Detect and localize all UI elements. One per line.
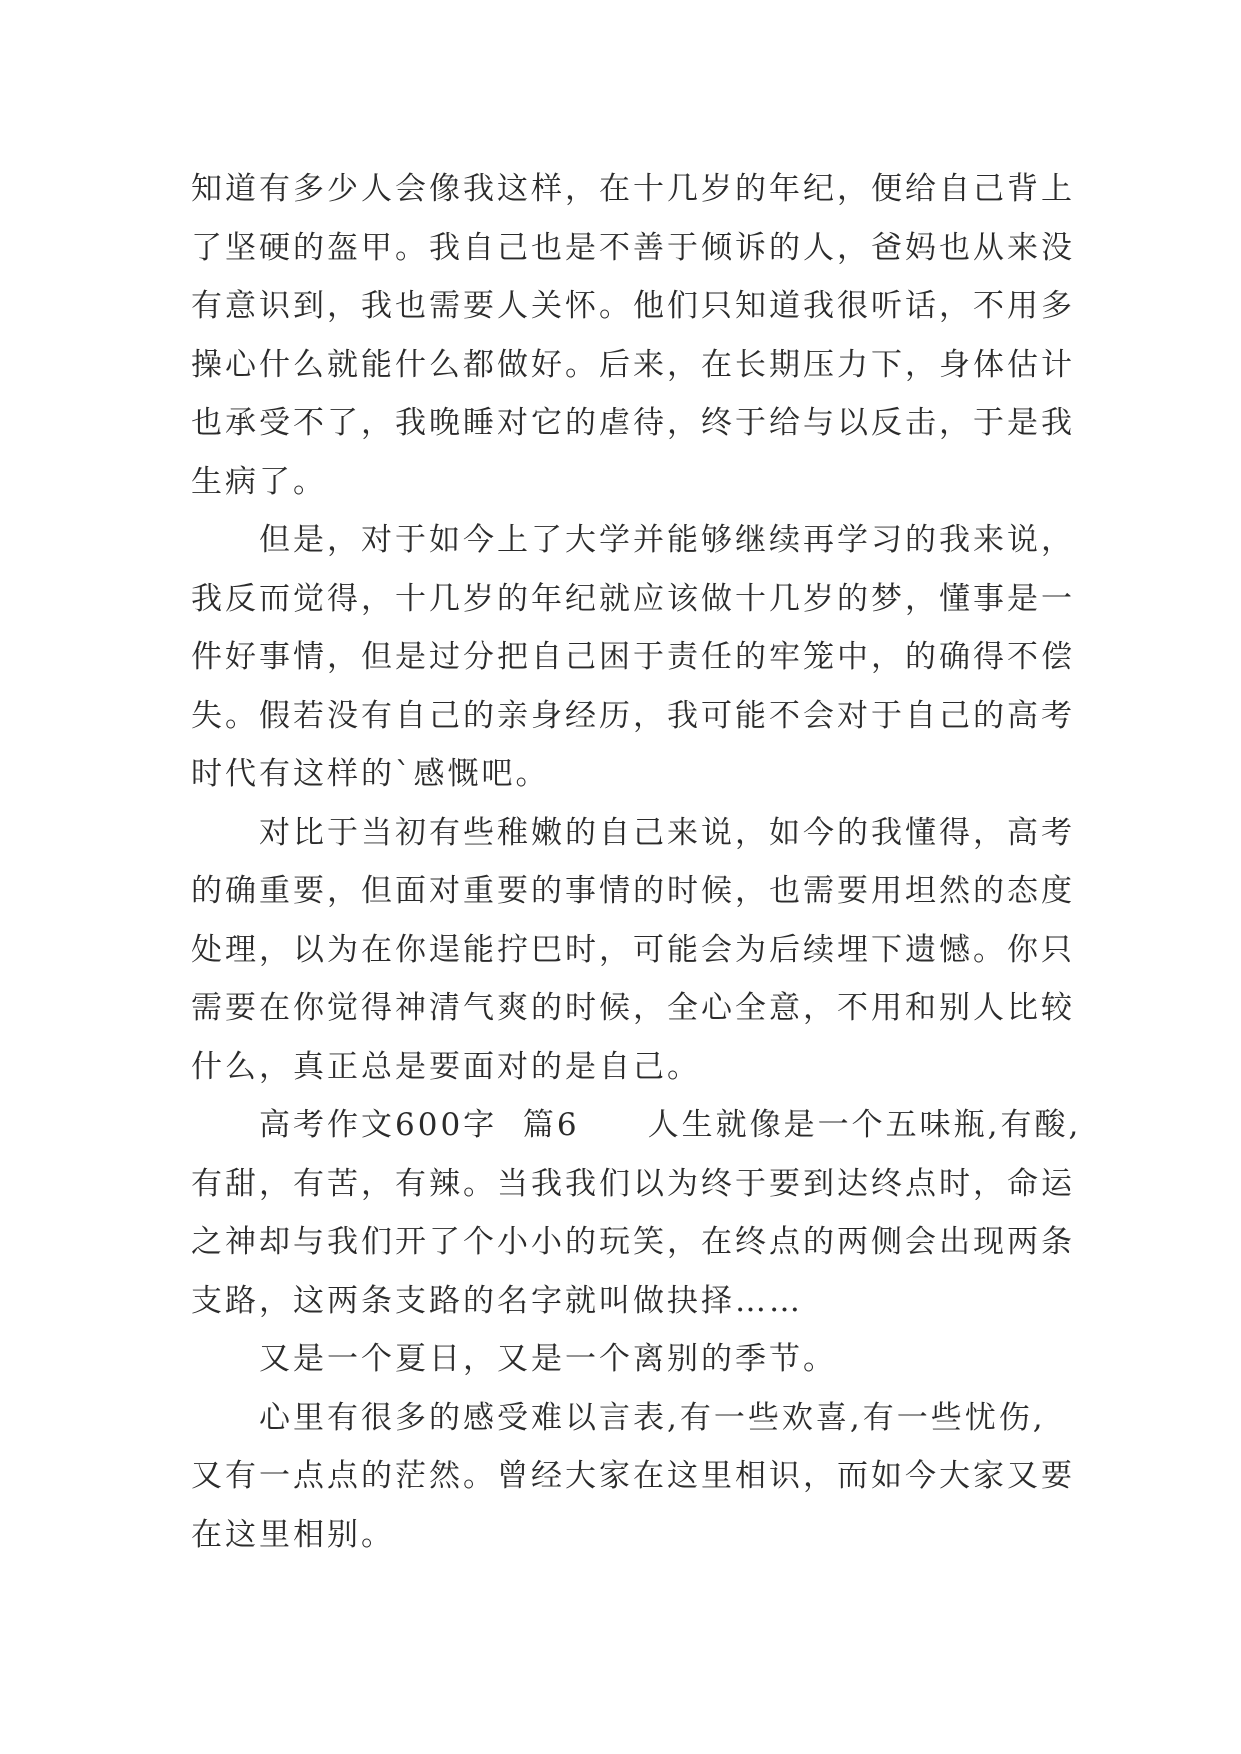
text-line: 知道有多少人会像我这样，在十几岁的年纪，便给自己背上 xyxy=(191,171,1075,207)
text-line: 有意识到，我也需要人关怀。他们只知道我很听话，不用多 xyxy=(191,288,1075,324)
text-line: 生病了。 xyxy=(191,463,327,500)
text-line: 了坚硬的盔甲。我自己也是不善于倾诉的人，爸妈也从来没 xyxy=(191,229,1075,266)
text-line: 对比于当初有些稚嫩的自己来说，如今的我懂得，高考 xyxy=(191,814,1075,851)
text-line: 又有一点点的茫然。曾经大家在这里相识，而如今大家又要 xyxy=(191,1458,1075,1494)
text-line: 高考作文600字 篇6 人生就像是一个五味瓶,有酸, xyxy=(191,1107,1082,1143)
text-line: 时代有这样的`感慨吧。 xyxy=(191,756,550,792)
text-line: 需要在你觉得神清气爽的时候，全心全意，不用和别人比较 xyxy=(191,990,1075,1026)
text-line: 心里有很多的感受难以言表,有一些欢喜,有一些忧伤, xyxy=(191,1399,1046,1436)
text-line: 之神却与我们开了个小小的玩笑，在终点的两侧会出现两条 xyxy=(191,1224,1075,1260)
text-line: 我反而觉得，十几岁的年纪就应该做十几岁的梦，懂事是一 xyxy=(191,580,1075,617)
text-line: 又是一个夏日，又是一个离别的季节。 xyxy=(191,1341,837,1377)
text-line: 支路，这两条支路的名字就叫做抉择…… xyxy=(191,1282,803,1319)
text-line: 但是，对于如今上了大学并能够继续再学习的我来说， xyxy=(191,522,1075,558)
text-line: 失。假若没有自己的亲身经历，我可能不会对于自己的高考 xyxy=(191,697,1075,734)
text-line: 在这里相别。 xyxy=(191,1516,395,1553)
text-line: 也承受不了，我晚睡对它的虐待，终于给与以反击，于是我 xyxy=(191,405,1075,441)
essay-body xyxy=(191,160,1082,1564)
text-line: 件好事情，但是过分把自己困于责任的牢笼中，的确得不偿 xyxy=(191,639,1075,675)
text-line: 操心什么就能什么都做好。后来，在长期压力下，身体估计 xyxy=(191,346,1075,383)
text-line: 有甜，有苦，有辣。当我我们以为终于要到达终点时，命运 xyxy=(191,1165,1075,1202)
text-line: 什么，真正总是要面对的是自己。 xyxy=(191,1048,701,1085)
text-line: 处理，以为在你逞能拧巴时，可能会为后续埋下遗憾。你只 xyxy=(191,931,1075,968)
text-line: 的确重要，但面对重要的事情的时候，也需要用坦然的态度 xyxy=(191,873,1075,909)
